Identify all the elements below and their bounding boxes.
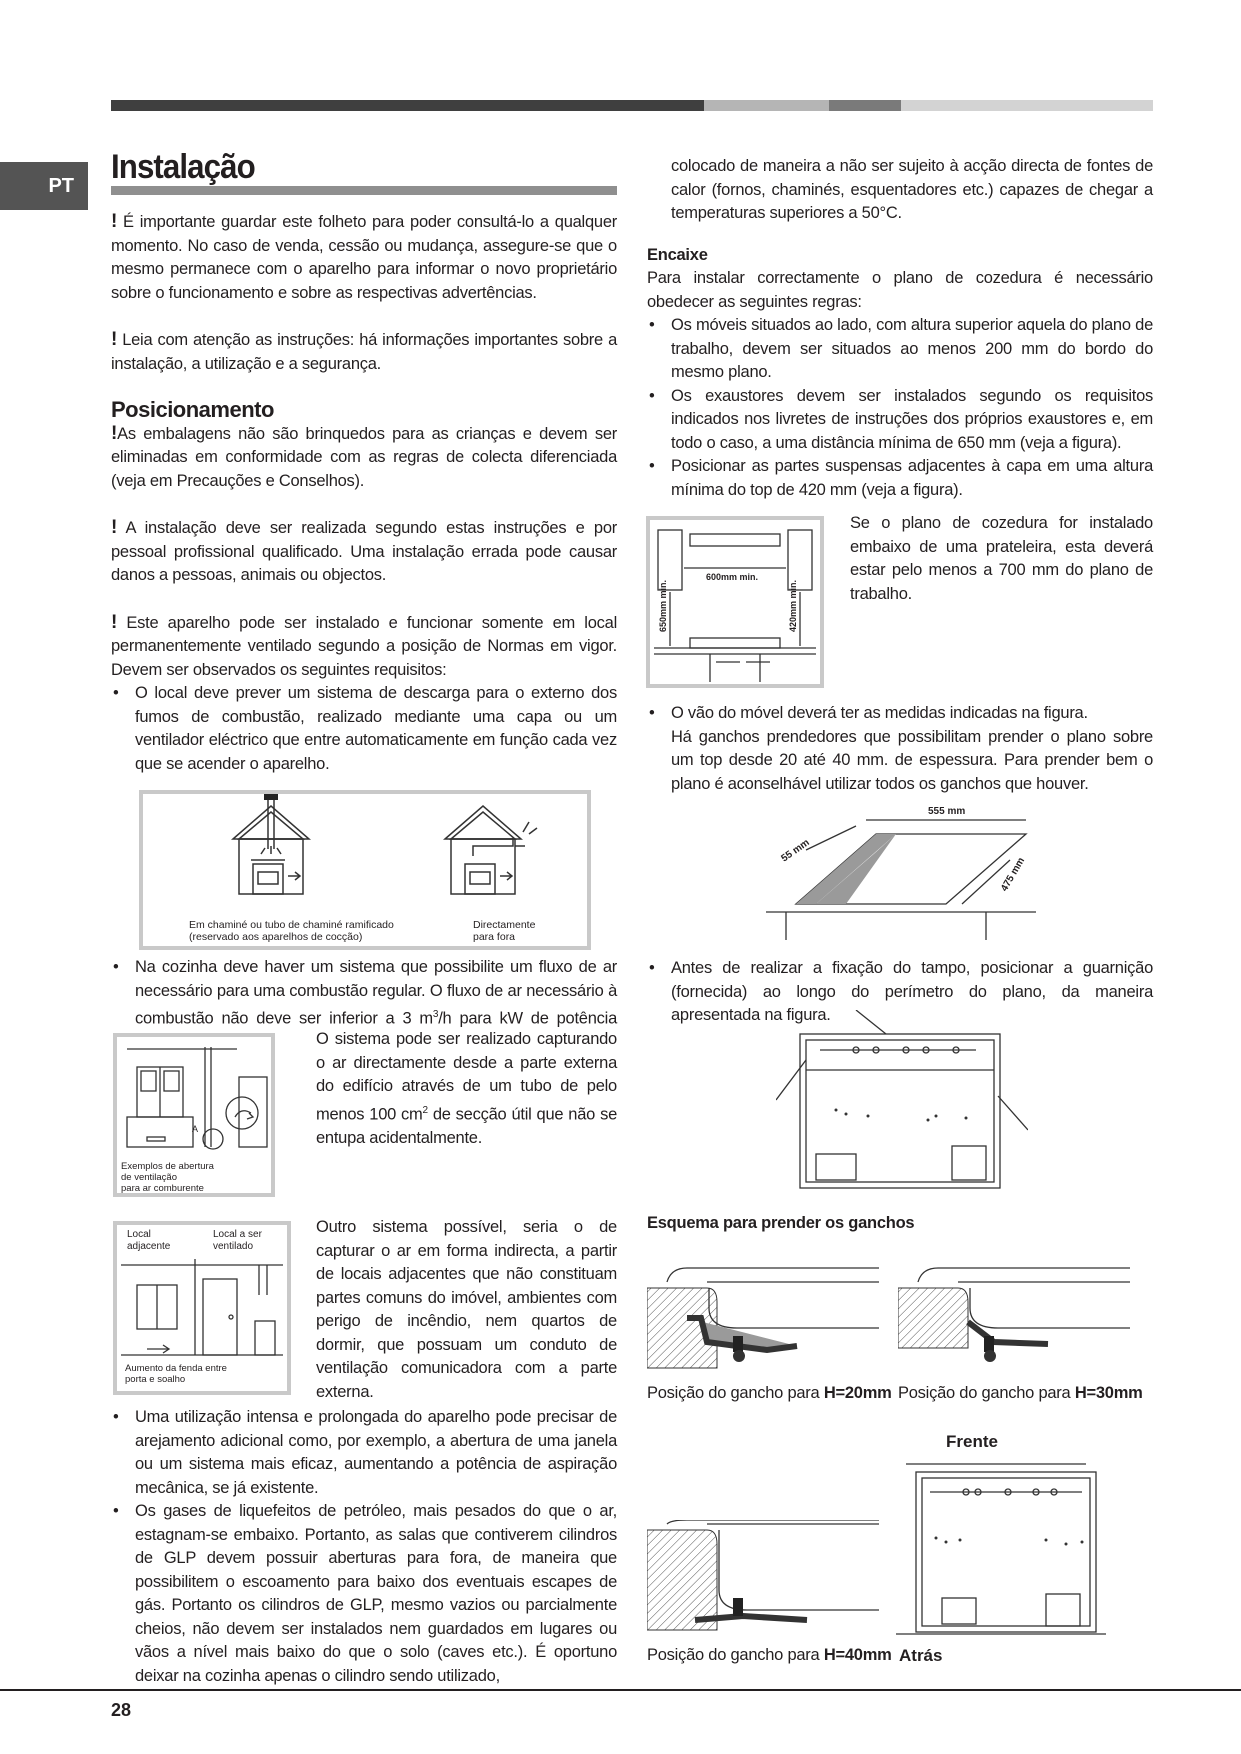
screw-holes: [935, 1537, 1084, 1546]
paragraph-keep-leaflet: ! É importante guardar este folheto para poder consultá-lo a qualquer momento. No caso de venda, cessão ou mudança, assegure-se que o mesmo permanece com o aparelho para informar o novo proprietário sobre o funcionamento e sobre as respectivas advertências.: [111, 211, 617, 302]
paragraph-ventilated-room: ! Este aparelho pode ser instalado e funcionar somente em local permanentemente ventilado segundo a posição de Normas em vigor. Devem ser observados os seguintes requisitos:: [111, 611, 617, 679]
figure-caption: Directamente: [473, 919, 536, 931]
figure-label: Local: [127, 1229, 151, 1240]
figure-label: Local a ser: [213, 1229, 262, 1240]
list-item: • Posicionar as partes suspensas adjacentes à capa em uma altura mínima do top de 420 mm (veja a figura).: [647, 455, 1153, 502]
hood-distances-illustration: [650, 520, 820, 684]
right-column-cutout: [647, 702, 1153, 796]
caption-hook-h30: Posição do gancho para H=30mm: [898, 1384, 1143, 1402]
caption-hook-h40: Posição do gancho para H=40mm: [647, 1646, 892, 1664]
header-bar-pale: [901, 100, 1153, 111]
header-bar-dark: [111, 100, 704, 111]
header-bar-mid: [829, 100, 901, 111]
page-number: 28: [111, 1700, 132, 1720]
figure-hob-front-back: [896, 1458, 1116, 1644]
list-item: • Os móveis situados ao lado, com altura superior aquela do plano de trabalho, devem ser situados ao menos 200 mm do bordo do mesmo plano.: [647, 314, 1153, 385]
figure-caption: de ventilação: [121, 1172, 177, 1183]
paragraph-encaixe-intro: Para instalar correctamente o plano de cozedura é necessário obedecer as seguintes regras:: [647, 269, 1153, 311]
figure-caption: Em chaminé ou tubo de chaminé ramificado: [189, 919, 394, 931]
list-item: • Na cozinha deve haver um sistema que possibilite um fluxo de ar necessário para uma combustão regular. O fluxo de ar necessário à combustão não deve ser inferior a 3 $m^3/h$ para kW de potência: [111, 956, 617, 1055]
warning-mark: !: [111, 422, 118, 444]
cutout-dimensions-illustration: [766, 800, 1036, 950]
caption-hook-h20: Posição do gancho para H=20mm: [647, 1384, 892, 1402]
hook-h30-illustration: [898, 1258, 1130, 1378]
encaixe-rules-list: [647, 314, 1153, 502]
hob-front-back-illustration: [896, 1458, 1116, 1644]
label-front: Frente: [946, 1432, 998, 1451]
figure-fume-exhaust: [139, 790, 591, 950]
right-column-esquema: [647, 1212, 1153, 1236]
figure-cutout-dimensions: [766, 800, 1036, 950]
figure-caption: (reservado aos aparelhos de cocção): [189, 931, 363, 943]
figure-caption: Aumento da fenda entre: [125, 1363, 227, 1374]
figure-hood-distances: [646, 516, 824, 688]
figure-caption: para fora: [473, 931, 516, 943]
heading-encaixe: Encaixe: [647, 245, 708, 264]
dimension-label: 475 mm: [999, 855, 1028, 894]
warning-mark: !: [111, 517, 118, 538]
left-column: [111, 210, 617, 776]
warning-mark: !: [111, 211, 118, 232]
list-item: • Antes de realizar a fixação do tampo, posicionar a guarnição (fornecida) ao longo do perímetro do plano, da maneira apresentada na figura.: [647, 957, 1153, 1028]
list-item: • O local deve prever um sistema de descarga para o externo dos fumos de combustão, realizado mediante uma capa ou um ventilador eléctrico que entre automaticamente em função cada vez que se acender o aparelho.: [111, 682, 617, 776]
figure-caption: porta e soalho: [125, 1374, 186, 1385]
figure-adjacent-room: [113, 1221, 291, 1395]
list-item: • O vão do móvel deverá ter as medidas indicadas na figura. Há ganchos prendedores que possibilitam prender o plano sobre um top desde 20 até 40 mm. de espessura. Para prender bem o plano é aconselhável utilizar todos os ganchos que houver.: [647, 702, 1153, 796]
figure-hook-h20: [647, 1258, 879, 1378]
requirements-list: [111, 682, 617, 776]
page-title: Instalação: [111, 148, 255, 186]
shelf-text: Se o plano de cozedura for instalado embaixo de uma prateleira, esta deverá estar pelo menos a 700 mm do plano de trabalho.: [850, 514, 1153, 603]
figure-hook-h30: [898, 1258, 1130, 1378]
footer-rule: [0, 1689, 1241, 1691]
right-column: [647, 155, 1153, 502]
dimension-label: 650mm min.: [658, 579, 668, 632]
warning-mark: !: [111, 329, 118, 350]
adjacent-room-text: Outro sistema possível, seria o de capturar o ar em forma indirecta, a partir de locais adjacentes que não constituam partes comuns do imóvel, ambientes com perigo de incêndio, nem quartos de dormir, que possuam um conduto de ventilação comunicadora com a parte externa.: [316, 1218, 617, 1401]
chimney-cap-icon: [264, 794, 278, 800]
list-item: • Os exaustores devem ser instalados segundo os requisitos indicados nos livretes de instruções dos próprios exaustores e, em todo o caso, a uma distância mínima de 650 mm (veja a figura).: [647, 385, 1153, 456]
figure-label: A: [192, 1124, 199, 1134]
paragraph-packaging: !As embalagens não são brinquedos para as crianças e devem ser eliminadas em conformidade com as regras de colecta diferenciada (veja em Precauções e Conselhos).: [111, 422, 617, 490]
figure-gasket-perimeter: [776, 1010, 1028, 1192]
paragraph-continuation: colocado de maneira a não ser sujeito à acção directa de fontes de calor (fornos, chaminés, esquentadores etc.) capazes de chegar a temperaturas superiores a 50°C.: [671, 157, 1153, 222]
figure-caption: Exemplos de abertura: [121, 1161, 214, 1172]
figure-hook-h40: [647, 1520, 879, 1640]
paragraph-qualified-installer: ! A instalação deve ser realizada segundo estas instruções e por pessoal profissional qualificado. Uma instalação errada pode causar danos a pessoas, animais ou objectos.: [111, 517, 617, 584]
title-rule: [111, 186, 617, 195]
figure-air-intake: [113, 1033, 275, 1197]
language-tab: PT: [0, 162, 88, 210]
air-intake-illustration: [117, 1037, 271, 1193]
heading-esquema: Esquema para prender os ganchos: [647, 1214, 915, 1232]
gasket-perimeter-illustration: [776, 1010, 1028, 1192]
dimension-label: 55 mm: [779, 837, 812, 865]
hook-h20-illustration: [647, 1258, 879, 1378]
figure-caption: para ar comburente: [121, 1183, 204, 1193]
header-bar-light: [704, 100, 829, 111]
figure-label: adjacente: [127, 1241, 171, 1252]
dimension-label: 555 mm: [928, 806, 966, 817]
heading-posicionamento: Posicionamento: [111, 397, 274, 422]
list-item: • Os gases de liquefeitos de petróleo, mais pesados do que o ar, estagnam-se embaixo. Portanto, as salas que contiverem cilindros de GLP devem possuir aberturas para fora, de maneira que possibilitem o escoamento para baixo dos eventuais escapes de gás. Portanto os cilindros de GLP, mesmo vazios ou parcialmente cheios, não devem ser instalados nem guardados em lugares ou vãos a nível mais baixo do que o solo (caves etc.). É oportuno deixar na cozinha apenas o cilindro sendo utilizado,: [111, 1500, 617, 1688]
dimension-label: 600mm min.: [706, 572, 759, 582]
paragraph-read-instructions: ! Leia com atenção as instruções: há informações importantes sobre a instalação, a utilização e a segurança.: [111, 329, 617, 373]
warning-mark: !: [111, 611, 118, 633]
adjacent-room-illustration: [117, 1225, 287, 1391]
hook-h40-illustration: [647, 1520, 879, 1640]
screw-holes: [835, 1109, 968, 1122]
list-item: • Uma utilização intensa e prolongada do aparelho pode precisar de arejamento adicional como, por exemplo, a abertura de uma janela ou um sistema mais eficaz, aumentando a potência de aspiração mecânica, se já existente.: [111, 1406, 617, 1500]
figure-label: ventilado: [213, 1241, 254, 1252]
house-diagrams-illustration: [143, 794, 587, 946]
label-back: Atrás: [899, 1646, 943, 1665]
air-intake-text: O sistema pode ser realizado capturando o ar directamente desde a parte externa do edifício através de um tubo de pelo menos 100 $cm^2$ de secção útil que não se entupa acidentalmente.: [316, 1030, 617, 1147]
dimension-label: 420mm min.: [788, 579, 798, 632]
left-column-bottom: [111, 1406, 617, 1688]
